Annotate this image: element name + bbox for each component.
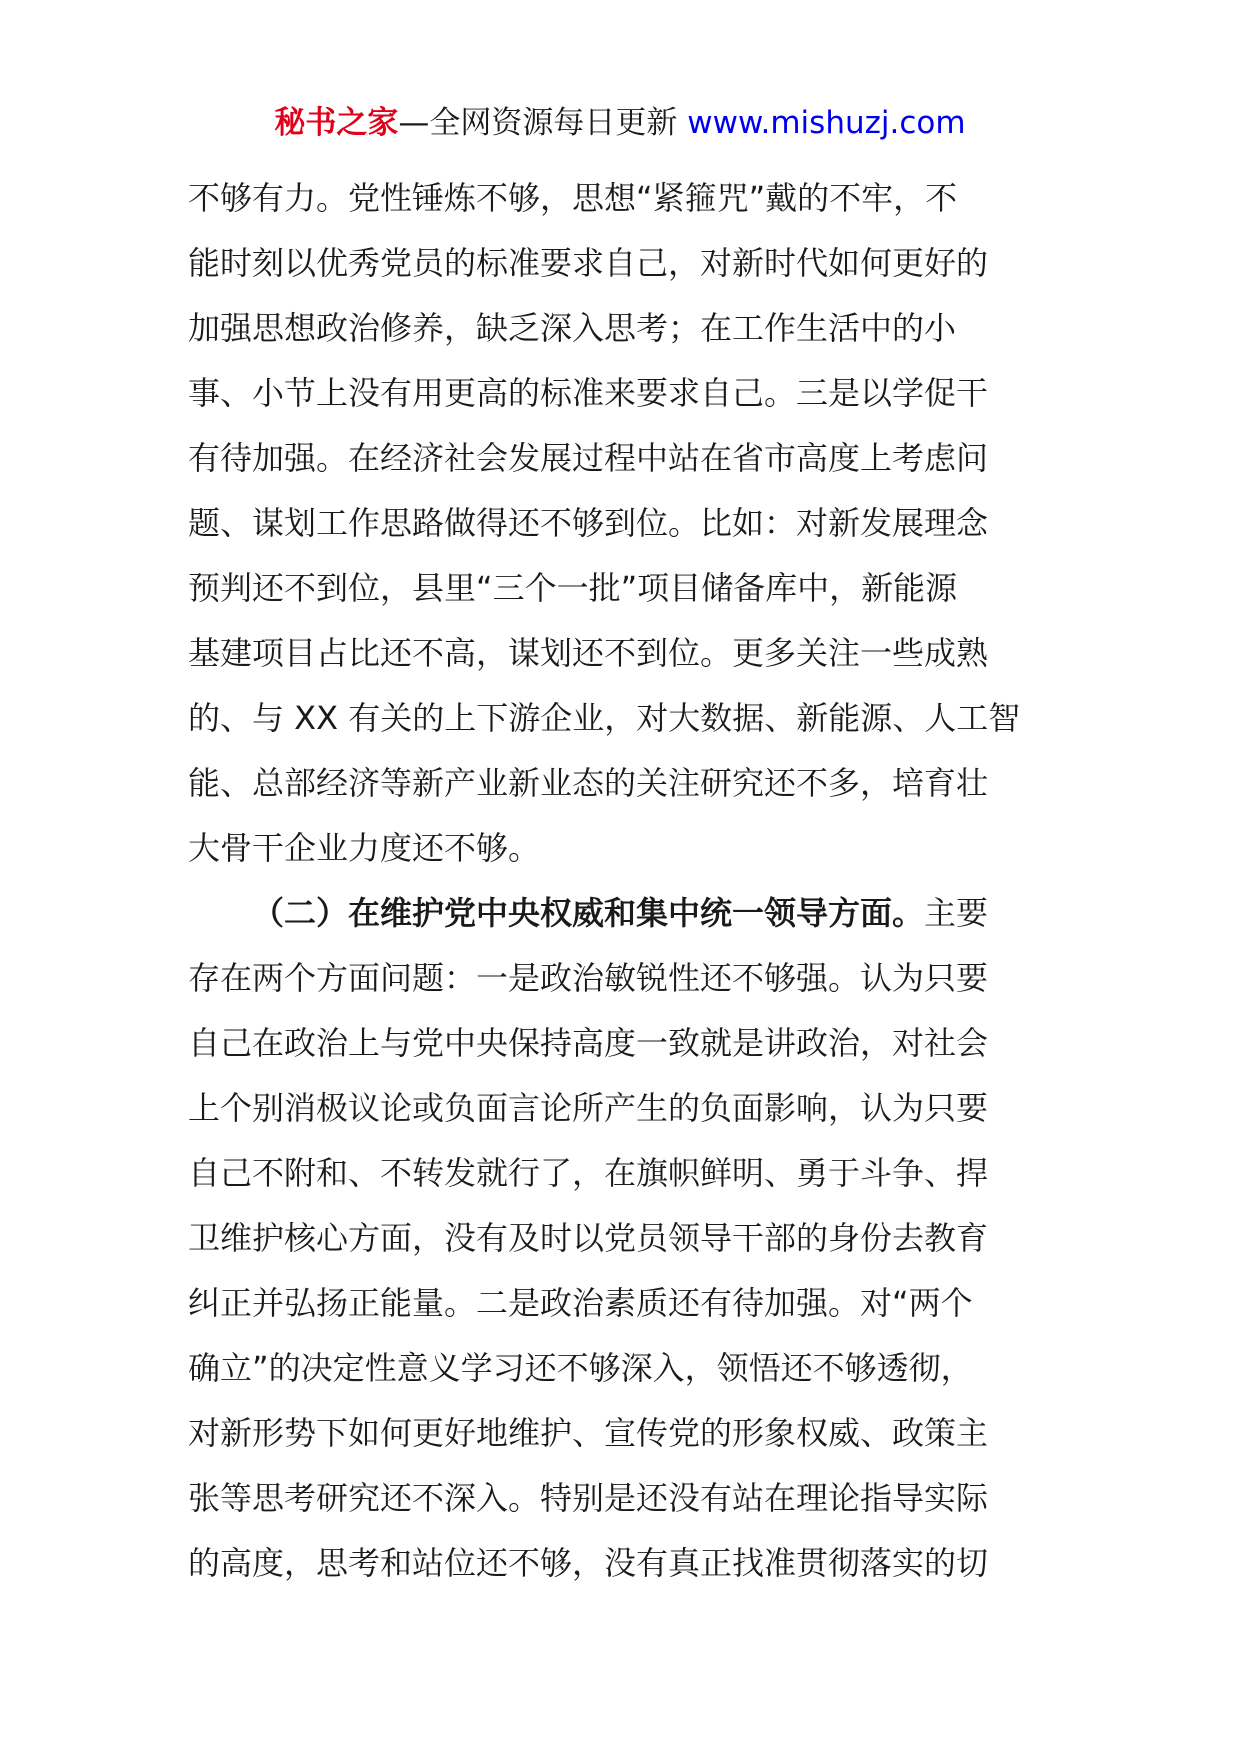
text-line: 能时刻以优秀党员的标准要求自己，对新时代如何更好的 — [188, 244, 989, 282]
text-line: 上个别消极议论或负面言论所产生的负面影响，认为只要 — [188, 1089, 989, 1127]
text-fragment: 主要 — [924, 894, 989, 932]
page-header — [0, 100, 1240, 146]
text-line: 题、谋划工作思路做得还不够到位。比如：对新发展理念 — [188, 504, 989, 542]
text-line: 存在两个方面问题：一是政治敏锐性还不够强。认为只要 — [188, 959, 989, 997]
text-line: 不够有力。党性锤炼不够，思想“紧箍咒”戴的不牢，不 — [188, 179, 958, 217]
header-brand: 秘书之家 — [274, 105, 399, 141]
text-line: 的高度，思考和站位还不够，没有真正找准贯彻落实的切 — [188, 1544, 989, 1582]
header-tagline: —全网资源每日更新 — [398, 105, 688, 141]
paragraph-2 — [188, 881, 1068, 1596]
text-line: 确立”的决定性意义学习还不够深入，领悟还不够透彻， — [188, 1349, 973, 1387]
text-line: 的、与 XX 有关的上下游企业，对大数据、新能源、人工智 — [188, 699, 1021, 737]
text-line: 有待加强。在经济社会发展过程中站在省市高度上考虑问 — [188, 439, 989, 477]
text-line: 大骨干企业力度还不够。 — [188, 829, 541, 867]
section-heading: （二）在维护党中央权威和集中统一领导方面。 — [252, 894, 925, 932]
text-line: 能、总部经济等新产业新业态的关注研究还不多，培育壮 — [188, 764, 989, 802]
text-line: 自己不附和、不转发就行了，在旗帜鲜明、勇于斗争、捍 — [188, 1154, 989, 1192]
document-body — [188, 166, 1068, 1596]
text-line: 基建项目占比还不高，谋划还不到位。更多关注一些成熟 — [188, 634, 989, 672]
section-heading-line — [188, 881, 1068, 946]
text-line: 张等思考研究还不深入。特别是还没有站在理论指导实际 — [188, 1479, 989, 1517]
text-line: 加强思想政治修养，缺乏深入思考；在工作生活中的小 — [188, 309, 957, 347]
text-line: 对新形势下如何更好地维护、宣传党的形象权威、政策主 — [188, 1414, 989, 1452]
text-line: 事、小节上没有用更高的标准来要求自己。三是以学促干 — [188, 374, 989, 412]
header-url-link[interactable]: www.mishuzj.com — [687, 105, 966, 141]
text-line: 预判还不到位，县里“三个一批”项目储备库中，新能源 — [188, 569, 958, 607]
paragraph-1 — [188, 166, 1068, 881]
text-line: 自己在政治上与党中央保持高度一致就是讲政治，对社会 — [188, 1024, 989, 1062]
text-line: 卫维护核心方面，没有及时以党员领导干部的身份去教育 — [188, 1219, 989, 1257]
text-line: 纠正并弘扬正能量。二是政治素质还有待加强。对“两个 — [188, 1284, 973, 1322]
